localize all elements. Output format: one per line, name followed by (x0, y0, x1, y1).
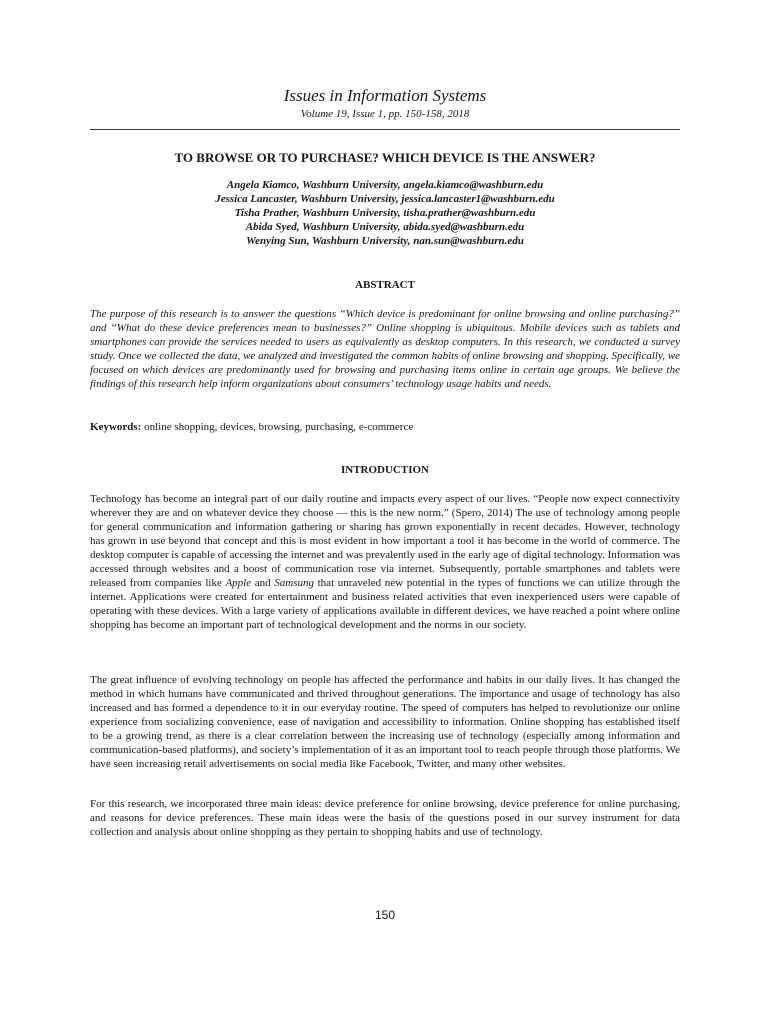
intro-p1-text-b: that unraveled new potential in the types of functions we can utilize through the internet. Applications were created for entertainment and business related activities that even inexperienced users were capable of operating with these devices. With a large variety of applications available in different devices, we have reached a point where online shopping has become an important part of technological development and the norms in our society. (90, 577, 680, 631)
author-line: Abida Syed, Washburn University, abida.syed@washburn.edu (245, 221, 525, 233)
apple-mention: Apple (225, 577, 252, 589)
intro-paragraph-1 (90, 492, 680, 632)
header-rule (90, 129, 680, 130)
paper-title: TO BROWSE OR TO PURCHASE? WHICH DEVICE IS THE ANSWER? (174, 150, 596, 165)
journal-title: Issues in Information Systems (283, 86, 487, 105)
author-list (0, 178, 770, 248)
intro-paragraph-3: For this research, we incorporated three main ideas: device preference for online browsing, device preference for online purchasing, and reasons for device preferences. These main ideas were the basis of the questions posed in our survey instrument for data collection and analysis about online shopping as they pertain to shopping habits and use of technology. (90, 798, 680, 838)
intro-p1-text-a: Technology has become an integral part of our daily routine and impacts every aspect of our lives. “People now expect connectivity wherever they are and on whatever device they choose — this is the new norm.” (Spero, 2014) The use of technology among people for general communication and information gathering or sharing has grown exponentially in recent decades. However, technology has grown in use beyond that concept and this is most evident in how important a tool it has become in the world of commerce. The desktop computer is capable of accessing the internet and was prevalently used in the early age of digital technology. Information was accessed through websites and a boost of communication rose via internet. Subsequently, portable smartphones and tablets were released from companies like (90, 493, 680, 589)
author-line: Tisha Prather, Washburn University, tisha.prather@washburn.edu (234, 207, 536, 219)
journal-volume: Volume 19, Issue 1, pp. 150-158, 2018 (300, 108, 470, 120)
keywords-text: online shopping, devices, browsing, purchasing, e-commerce (141, 421, 414, 433)
keywords-label: Keywords: (90, 421, 142, 433)
samsung-mention: Samsung (274, 577, 314, 589)
intro-p1-and: and (251, 577, 275, 589)
abstract-heading: ABSTRACT (355, 279, 415, 291)
keywords (90, 420, 680, 434)
page-number: 150 (374, 908, 396, 922)
introduction-heading: INTRODUCTION (340, 464, 429, 476)
author-line: Wenying Sun, Washburn University, nan.sun@washburn.edu (246, 235, 524, 247)
abstract-text: The purpose of this research is to answer the questions “Which device is predominant for online browsing and online purchasing?” and “What do these device preferences mean to businesses?” Online shopping is ubiquitous. Mobile devices such as tablets and smartphones can provide the services needed to users as equivalently as desktop computers. In this research, we conducted a survey study. Once we collected the data, we analyzed and investigated the common habits of online browsing and shopping. Specifically, we focused on which devices are predominantly used for browsing and purchasing items online in certain age groups. We believe the findings of this research help inform organizations about consumers’ technology usage habits and needs. (90, 308, 680, 390)
author-line: Angela Kiamco, Washburn University, angela.kiamco@washburn.edu (226, 179, 544, 191)
intro-paragraph-2: The great influence of evolving technology on people has affected the performance and habits in our daily lives. It has changed the method in which humans have communicated and thrived throughout generations. The importance and usage of technology has also increased and has formed a dependence to it in our everyday routine. The speed of computers has helped to revolutionize our online experience from socializing convenience, ease of navigation and accessibility to information. Online shopping has established itself to be a growing trend, as there is a clear correlation between the increasing use of technology (especially among information and communication-based platforms), and society’s implementation of it as an important tool to reach people through those platforms. We have seen increasing retail advertisements on social media like Facebook, Twitter, and many other websites. (90, 674, 680, 770)
author-line: Jessica Lancaster, Washburn University, jessica.lancaster1@washburn.edu (215, 193, 555, 205)
